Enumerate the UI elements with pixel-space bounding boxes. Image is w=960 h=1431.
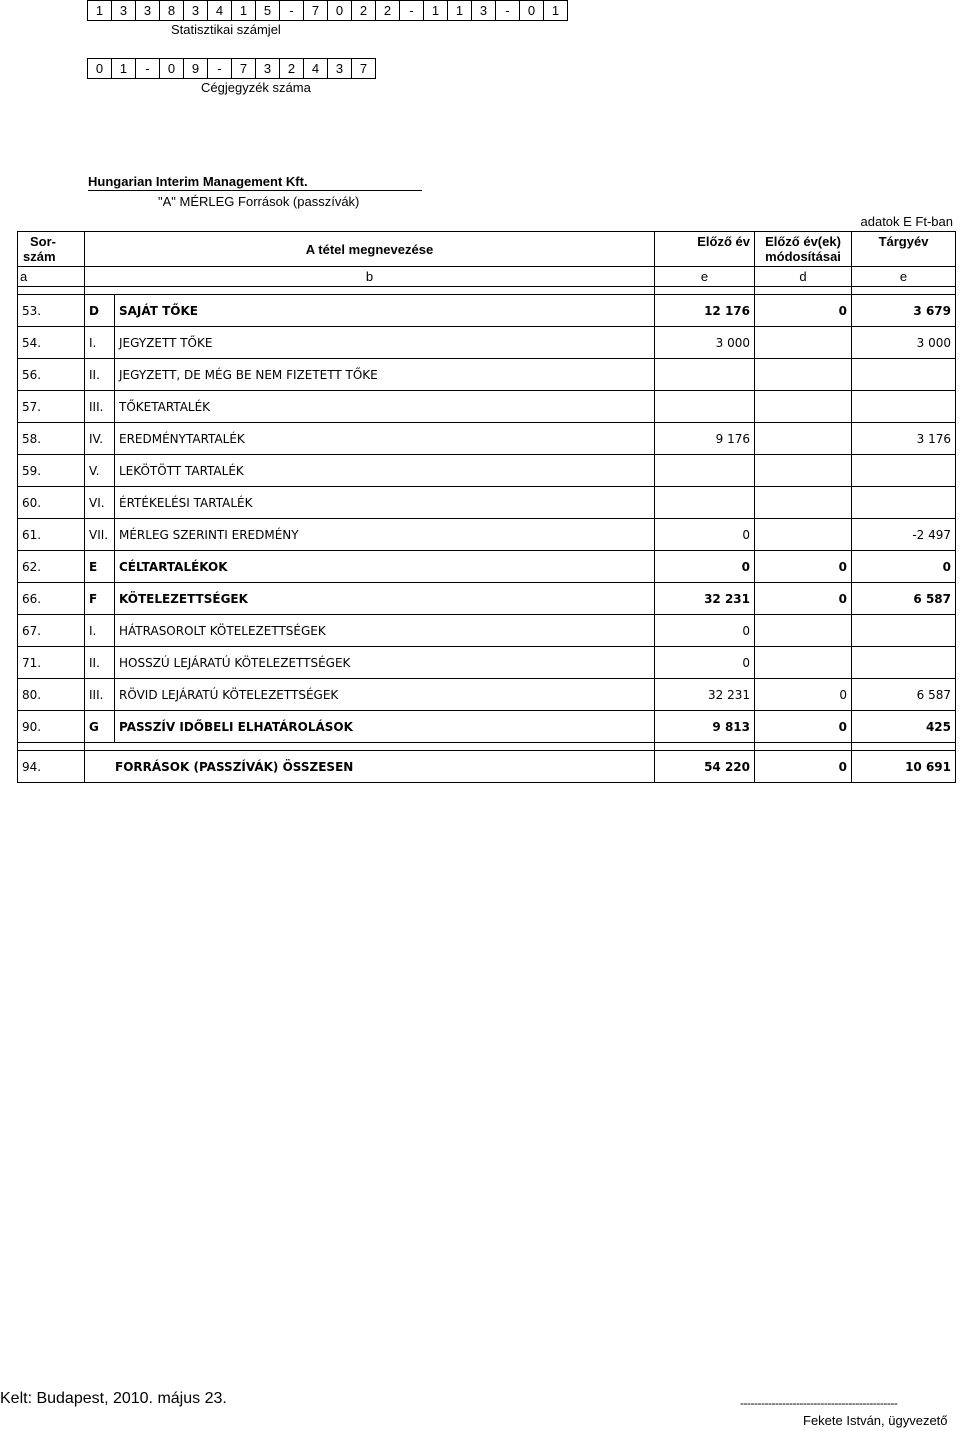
row-modifications [755, 359, 852, 391]
row-label: MÉRLEG SZERINTI EREDMÉNY [115, 519, 655, 551]
spacer-row-2 [18, 743, 956, 751]
row-number: 59. [18, 455, 85, 487]
table-row [18, 391, 956, 423]
row-previous [655, 455, 755, 487]
row-previous: 3 000 [655, 327, 755, 359]
row-current: 0 [852, 551, 956, 583]
digit-box: 7 [352, 59, 376, 79]
row-number: 56. [18, 359, 85, 391]
row-label: RÖVID LEJÁRATÚ KÖTELEZETTSÉGEK [115, 679, 655, 711]
total-number: 94. [18, 751, 85, 783]
digit-box: 3 [472, 1, 496, 21]
digit-box: 1 [112, 59, 136, 79]
row-previous: 32 231 [655, 679, 755, 711]
digit-box: 0 [160, 59, 184, 79]
row-previous: 0 [655, 519, 755, 551]
digit-box: 4 [304, 59, 328, 79]
row-label: ÉRTÉKELÉSI TARTALÉK [115, 487, 655, 519]
row-code: II. [85, 647, 115, 679]
row-previous: 0 [655, 647, 755, 679]
digit-box: 3 [112, 1, 136, 21]
table-row [18, 423, 956, 455]
row-current: -2 497 [852, 519, 956, 551]
letter-b: b [85, 267, 655, 287]
row-previous: 12 176 [655, 295, 755, 327]
row-label: JEGYZETT TŐKE [115, 327, 655, 359]
letter-c: e [655, 267, 755, 287]
row-current [852, 455, 956, 487]
row-modifications: 0 [755, 679, 852, 711]
digit-box: - [280, 1, 304, 21]
row-modifications [755, 519, 852, 551]
row-label: SAJÁT TŐKE [115, 295, 655, 327]
row-current [852, 359, 956, 391]
row-current: 3 176 [852, 423, 956, 455]
signature-line: --------------------------------------------- [740, 1396, 898, 1410]
row-number: 60. [18, 487, 85, 519]
row-code: I. [85, 327, 115, 359]
digit-box: 0 [88, 59, 112, 79]
letter-d: d [755, 267, 852, 287]
row-number: 61. [18, 519, 85, 551]
row-code: VII. [85, 519, 115, 551]
row-number: 54. [18, 327, 85, 359]
row-code: VI. [85, 487, 115, 519]
row-code: V. [85, 455, 115, 487]
digit-box: 1 [88, 1, 112, 21]
row-previous [655, 359, 755, 391]
row-modifications [755, 455, 852, 487]
row-code: D [85, 295, 115, 327]
digit-box: 1 [424, 1, 448, 21]
digit-box: 7 [232, 59, 256, 79]
table-row [18, 455, 956, 487]
digit-box: 3 [328, 59, 352, 79]
row-code: IV. [85, 423, 115, 455]
total-label: FORRÁSOK (PASSZÍVÁK) ÖSSZESEN [85, 751, 655, 783]
letter-row [18, 267, 956, 287]
spacer-row [18, 287, 956, 295]
row-modifications [755, 391, 852, 423]
header-modifications: Előző év(ek) módosításai [755, 232, 852, 267]
row-code: E [85, 551, 115, 583]
row-current [852, 615, 956, 647]
header-previous-year: Előző év [655, 232, 755, 267]
row-label: CÉLTARTALÉKOK [115, 551, 655, 583]
digit-box: 1 [232, 1, 256, 21]
row-code: I. [85, 615, 115, 647]
row-label: LEKÖTÖTT TARTALÉK [115, 455, 655, 487]
table-row [18, 647, 956, 679]
row-modifications: 0 [755, 551, 852, 583]
row-modifications [755, 647, 852, 679]
digit-box: - [400, 1, 424, 21]
row-modifications [755, 327, 852, 359]
digit-box: 0 [520, 1, 544, 21]
table-row [18, 679, 956, 711]
digit-box: 1 [544, 1, 568, 21]
digit-box: 3 [256, 59, 280, 79]
digit-box: 8 [160, 1, 184, 21]
table-row [18, 327, 956, 359]
table-row [18, 615, 956, 647]
letter-a: a [18, 267, 85, 287]
row-previous [655, 391, 755, 423]
digit-box: 9 [184, 59, 208, 79]
row-code: II. [85, 359, 115, 391]
row-current: 425 [852, 711, 956, 743]
row-previous: 32 231 [655, 583, 755, 615]
digit-box: 2 [280, 59, 304, 79]
row-label: JEGYZETT, DE MÉG BE NEM FIZETETT TŐKE [115, 359, 655, 391]
row-code: F [85, 583, 115, 615]
digit-box: 4 [208, 1, 232, 21]
digit-box: - [208, 59, 232, 79]
row-label: PASSZÍV IDŐBELI ELHATÁROLÁSOK [115, 711, 655, 743]
header-item-name: A tétel megnevezése [85, 232, 655, 267]
digit-box: 7 [304, 1, 328, 21]
reg-number-caption: Cégjegyzék száma [201, 80, 311, 95]
row-code: III. [85, 679, 115, 711]
row-current: 3 679 [852, 295, 956, 327]
digit-box: - [136, 59, 160, 79]
table-row [18, 487, 956, 519]
row-number: 58. [18, 423, 85, 455]
units-note: adatok E Ft-ban [860, 214, 953, 229]
row-modifications [755, 487, 852, 519]
row-modifications: 0 [755, 711, 852, 743]
company-name: Hungarian Interim Management Kft. [88, 174, 422, 191]
row-label: EREDMÉNYTARTALÉK [115, 423, 655, 455]
row-number: 53. [18, 295, 85, 327]
total-current: 10 691 [852, 751, 956, 783]
row-code: III. [85, 391, 115, 423]
row-current [852, 487, 956, 519]
total-previous: 54 220 [655, 751, 755, 783]
row-current [852, 391, 956, 423]
row-current: 6 587 [852, 583, 956, 615]
table-row [18, 551, 956, 583]
digit-box: - [496, 1, 520, 21]
table-row [18, 519, 956, 551]
row-current: 3 000 [852, 327, 956, 359]
row-modifications: 0 [755, 295, 852, 327]
row-number: 66. [18, 583, 85, 615]
header-sorszam: Sor- szám [18, 232, 85, 267]
row-previous: 0 [655, 615, 755, 647]
header-row [18, 232, 956, 267]
digit-box: 3 [184, 1, 208, 21]
letter-e: e [852, 267, 956, 287]
row-label: HOSSZÚ LEJÁRATÚ KÖTELEZETTSÉGEK [115, 647, 655, 679]
row-number: 57. [18, 391, 85, 423]
table-row [18, 295, 956, 327]
row-label: TŐKETARTALÉK [115, 391, 655, 423]
row-label: KÖTELEZETTSÉGEK [115, 583, 655, 615]
signer-name: Fekete István, ügyvezető [803, 1413, 948, 1428]
row-current [852, 647, 956, 679]
row-current: 6 587 [852, 679, 956, 711]
table-row [18, 711, 956, 743]
balance-sheet-table [17, 231, 956, 783]
row-number: 80. [18, 679, 85, 711]
table-row [18, 359, 956, 391]
row-previous: 0 [655, 551, 755, 583]
stat-number-caption: Statisztikai számjel [171, 22, 281, 37]
row-previous: 9 813 [655, 711, 755, 743]
row-modifications [755, 423, 852, 455]
row-number: 90. [18, 711, 85, 743]
digit-box: 5 [256, 1, 280, 21]
total-modifications: 0 [755, 751, 852, 783]
digit-box: 2 [376, 1, 400, 21]
stat-number-boxes [87, 0, 568, 21]
row-previous [655, 487, 755, 519]
row-number: 71. [18, 647, 85, 679]
digit-box: 3 [136, 1, 160, 21]
row-number: 67. [18, 615, 85, 647]
header-current-year: Tárgyév [852, 232, 956, 267]
report-subtitle: "A" MÉRLEG Források (passzívák) [158, 194, 360, 209]
place-and-date: Kelt: Budapest, 2010. május 23. [0, 1390, 227, 1407]
row-number: 62. [18, 551, 85, 583]
digit-box: 2 [352, 1, 376, 21]
reg-number-boxes [87, 58, 376, 79]
row-modifications: 0 [755, 583, 852, 615]
digit-box: 1 [448, 1, 472, 21]
table-row [18, 583, 956, 615]
digit-box: 0 [328, 1, 352, 21]
total-row [18, 751, 956, 783]
row-code: G [85, 711, 115, 743]
row-label: HÁTRASOROLT KÖTELEZETTSÉGEK [115, 615, 655, 647]
row-previous: 9 176 [655, 423, 755, 455]
row-modifications [755, 615, 852, 647]
